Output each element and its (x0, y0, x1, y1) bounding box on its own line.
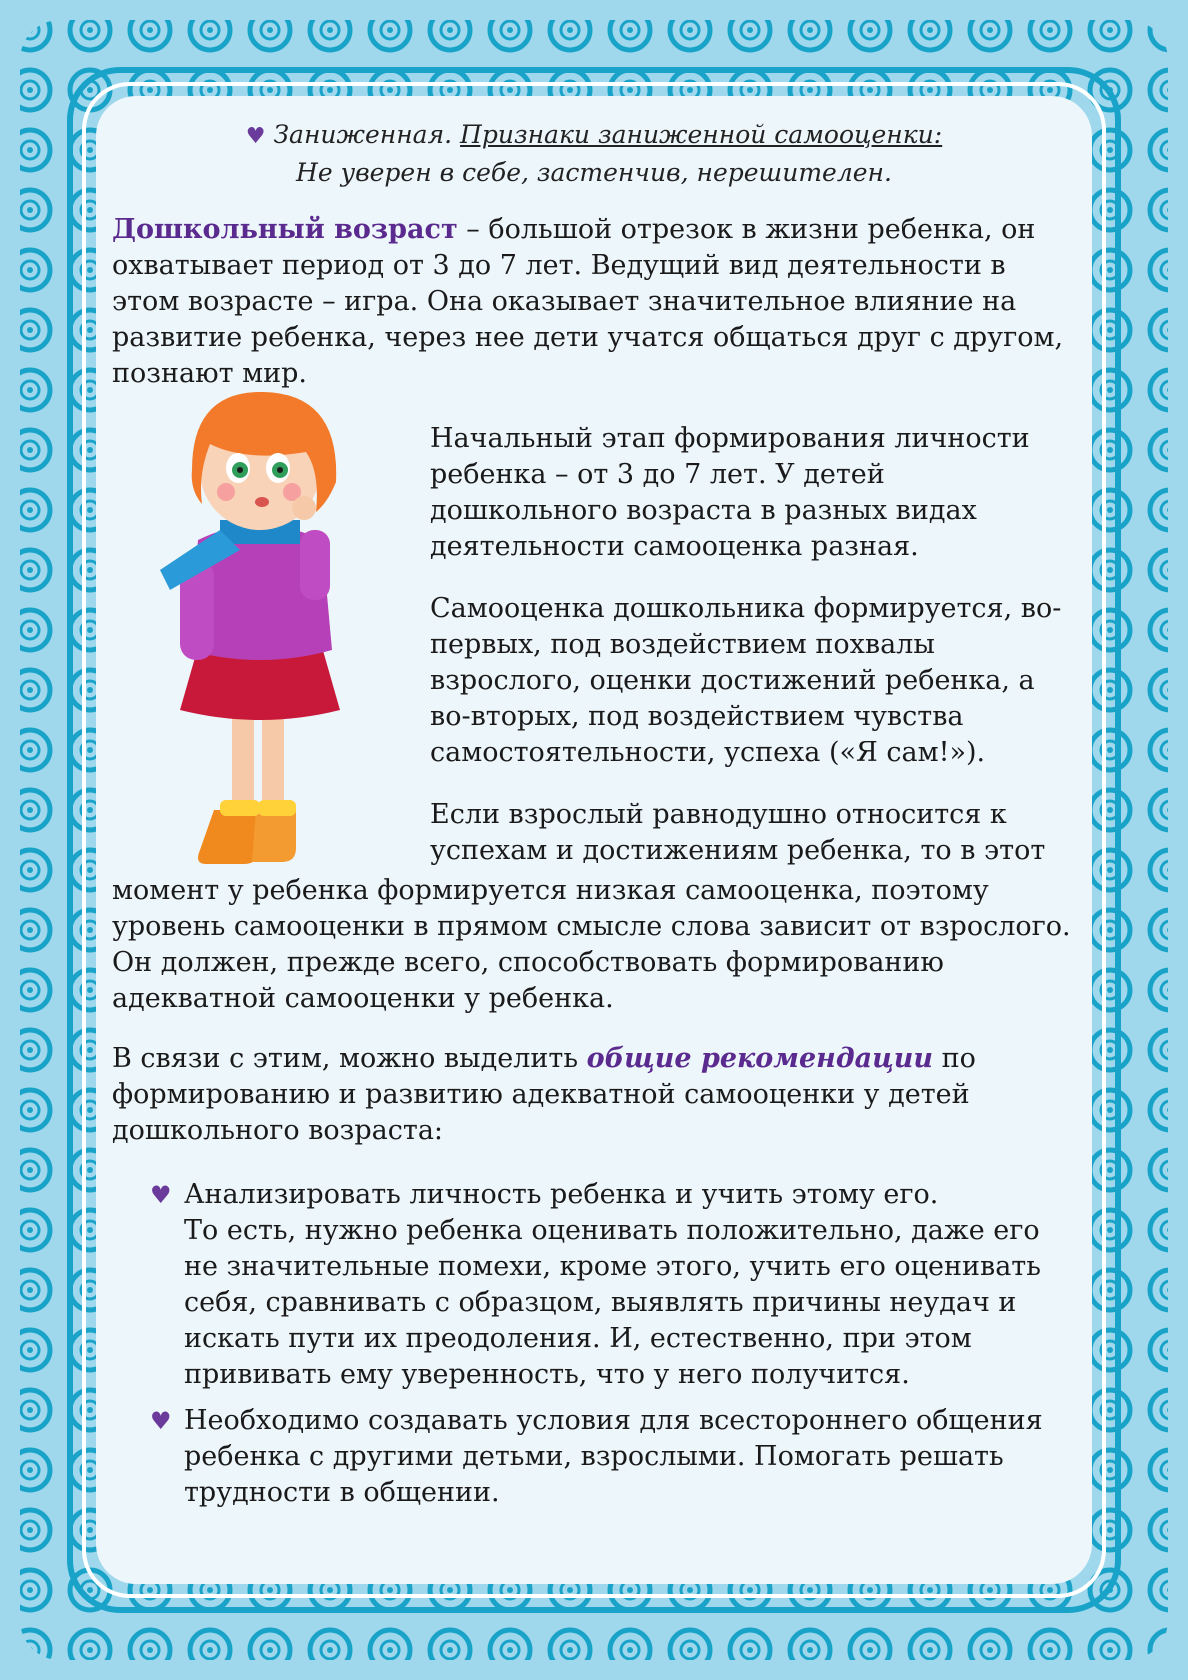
heart-icon: ♥ (150, 1407, 172, 1435)
paragraph-preschool-age (112, 212, 1072, 392)
recommendations-highlight: общие рекомендации (586, 1043, 934, 1074)
recommendations-intro-after: по формированию и развитию адекватной самооценки у детей дошкольного возраста: (112, 1043, 976, 1146)
heart-icon: ♥ (245, 124, 266, 149)
low-esteem-signs-label: Признаки заниженной самооценки: (460, 120, 943, 149)
paragraph-adult-indifference-start: Если взрослый равнодушно относится к успехам и достижениям ребенка, то в этот (430, 799, 1046, 866)
paragraph-preschool-age-text: – большой отрезок в жизни ребенка, он охватывает период от 3 до 7 лет. Ведущий вид деятельности в этом возрасте – игра. Она оказывает значительное влияние на развитие ребенка, через нее дети учатся общаться друг с другом, познают мир. (112, 214, 1064, 389)
paragraph-recommendations-intro (112, 1041, 1072, 1149)
paragraph-adult-indifference-end: момент у ребенка формируется низкая самооценка, поэтому уровень самооценки в прямом смысле слова зависит от взрослого. Он должен, прежде всего, способствовать формированию адекватной самооценки у ребенка. (112, 875, 1071, 1014)
recommendation-1-first: Анализировать личность ребенка и учить этому его. (184, 1179, 939, 1210)
low-esteem-type: Заниженная. (273, 120, 453, 149)
recommendation-2-first: Необходимо создавать условия для всестороннего общения ребенка с другими детьми, взрослыми. Помогать решать трудности в общении. (184, 1405, 1043, 1508)
intro-line-1 (96, 120, 1092, 149)
recommendation-1-rest: То есть, нужно ребенка оценивать положительно, даже его не значительные помехи, кроме этого, учить его оценивать себя, сравнивать с образцом, выявлять причины неудач и искать пути их преодоления. И, естественно, при этом прививать ему уверенность, что у него получится. (184, 1215, 1041, 1390)
term-preschool-age: Дошкольный возраст (112, 214, 458, 245)
paragraph-self-esteem-formation: Самооценка дошкольника формируется, во-первых, под воздействием похвалы взрослого, оценки достижений ребенка, а во-вторых, под воздействием чувства самостоятельности, успеха («Я сам!»). (430, 593, 1062, 768)
girl-illustration (150, 390, 390, 870)
paragraph-initial-stage: Начальный этап формирования личности ребенка – от 3 до 7 лет. У детей дошкольного возраста в разных видах деятельности самооценка разная. (430, 423, 1030, 562)
low-esteem-signs: Не уверен в себе, застенчив, нерешителен. (296, 158, 892, 187)
heart-icon: ♥ (150, 1181, 172, 1209)
recommendations-intro-before: В связи с этим, можно выделить (112, 1043, 587, 1074)
